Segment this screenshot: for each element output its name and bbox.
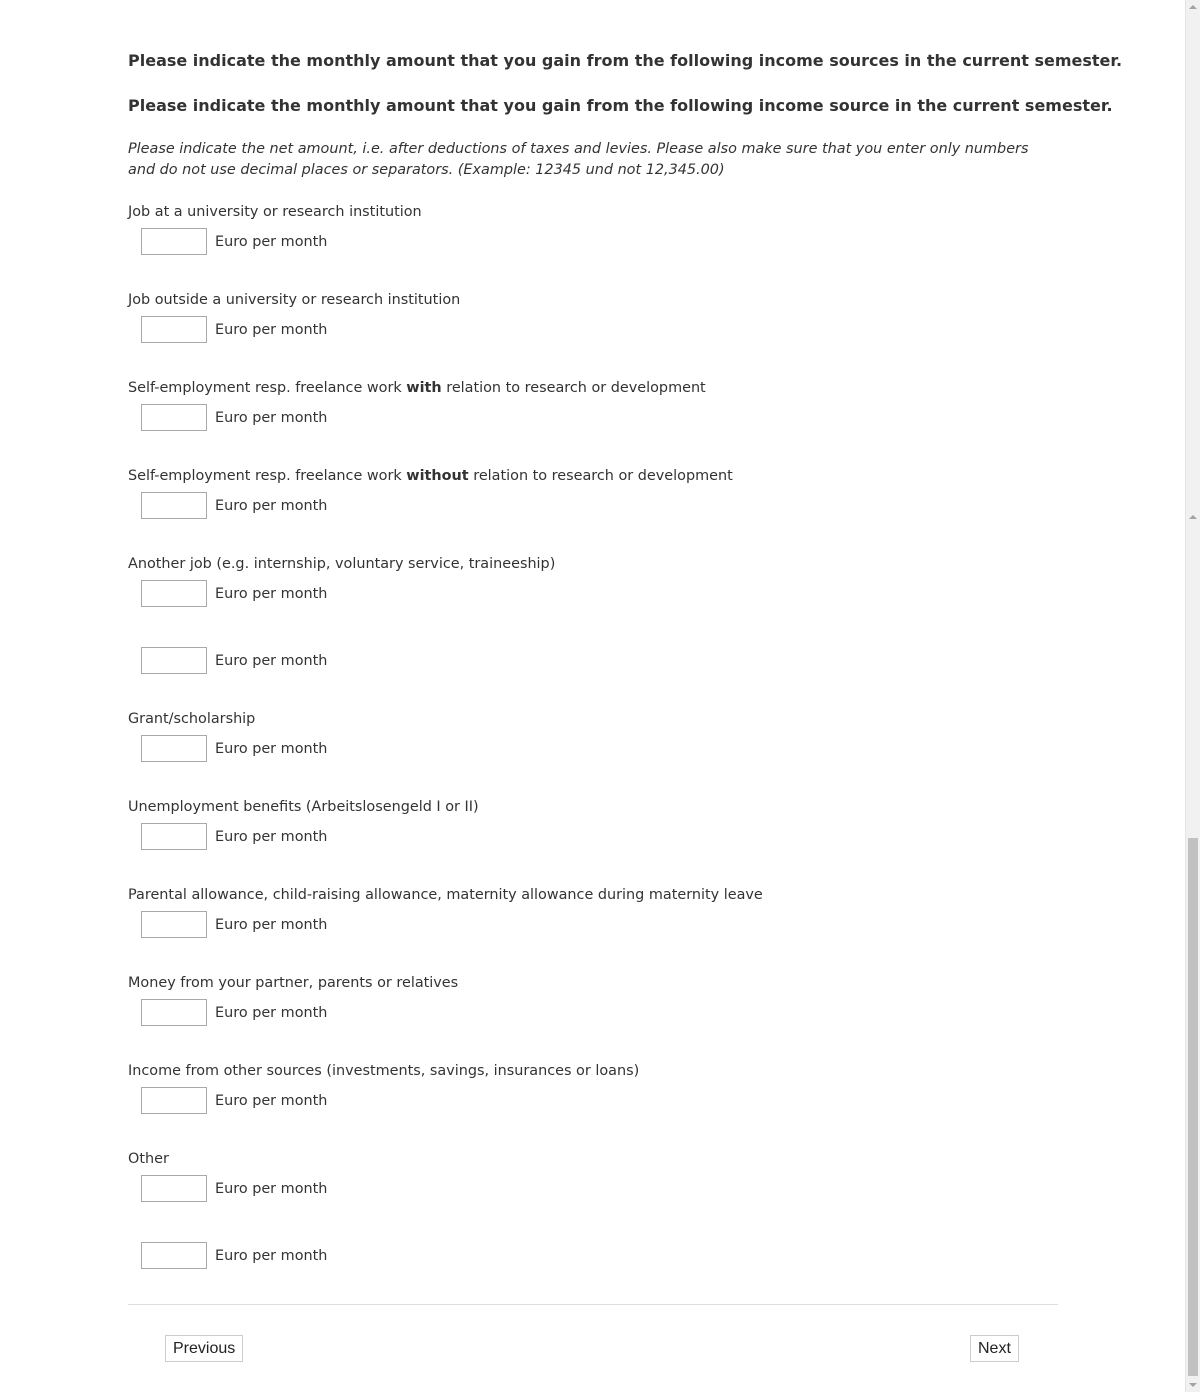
- label-another-job: Another job (e.g. internship, voluntary service, traineeship): [128, 556, 556, 572]
- unit-label: Euro per month: [215, 740, 328, 757]
- amount-input-other-extra[interactable]: [141, 1242, 207, 1269]
- scroll-up-arrow-icon[interactable]: [1189, 5, 1197, 9]
- vertical-scrollbar[interactable]: [1185, 0, 1200, 1392]
- amount-input-job-outside-university[interactable]: [141, 316, 207, 343]
- amount-input-another-job-extra[interactable]: [141, 647, 207, 674]
- row-other-extra: [141, 1242, 327, 1269]
- divider: [128, 1304, 1058, 1305]
- amount-input-income-other-sources[interactable]: [141, 1087, 207, 1114]
- unit-label: Euro per month: [215, 321, 328, 338]
- amount-input-another-job[interactable]: [141, 580, 207, 607]
- label-self-employment-with-research: [128, 380, 706, 396]
- next-button[interactable]: Next: [970, 1335, 1019, 1362]
- amount-input-unemployment-benefits[interactable]: [141, 823, 207, 850]
- row-income-other-sources: [141, 1087, 327, 1114]
- amount-input-parental-allowance[interactable]: [141, 911, 207, 938]
- amount-input-self-employment-with-research[interactable]: [141, 404, 207, 431]
- row-other: [141, 1175, 327, 1202]
- unit-label: Euro per month: [215, 585, 328, 602]
- scroll-down-arrow-icon[interactable]: [1189, 1383, 1197, 1387]
- label-part: Self-employment resp. freelance work: [128, 468, 407, 484]
- question-heading-sources: Please indicate the monthly amount that you gain from the following income sources in the current semester.: [128, 51, 1123, 70]
- unit-label: Euro per month: [215, 652, 328, 669]
- row-unemployment-benefits: [141, 823, 327, 850]
- label-other: Other: [128, 1151, 169, 1167]
- label-emphasis: with: [406, 380, 442, 396]
- row-self-employment-without-research: [141, 492, 327, 519]
- label-self-employment-without-research: [128, 468, 733, 484]
- label-part: Self-employment resp. freelance work: [128, 380, 407, 396]
- label-part: relation to research or development: [468, 468, 733, 484]
- row-job-outside-university: [141, 316, 327, 343]
- unit-label: Euro per month: [215, 233, 328, 250]
- unit-label: Euro per month: [215, 1180, 328, 1197]
- amount-input-grant-scholarship[interactable]: [141, 735, 207, 762]
- scroll-marker-icon: [1189, 515, 1197, 519]
- row-another-job: [141, 580, 327, 607]
- row-job-university: [141, 228, 327, 255]
- row-money-from-partner: [141, 999, 327, 1026]
- instruction-note: Please indicate the net amount, i.e. after deductions of taxes and levies. Please also make sure that you enter only numbers and do not use decimal places or separators. (Example: 12345 und not 12,345.00): [128, 141, 1029, 178]
- label-emphasis: without: [406, 468, 469, 484]
- label-income-other-sources: Income from other sources (investments, savings, insurances or loans): [128, 1063, 640, 1079]
- row-another-job-extra: [141, 647, 327, 674]
- question-heading-source: Please indicate the monthly amount that you gain from the following income source in the current semester.: [128, 96, 1113, 115]
- amount-input-money-from-partner[interactable]: [141, 999, 207, 1026]
- unit-label: Euro per month: [215, 1004, 328, 1021]
- row-grant-scholarship: [141, 735, 327, 762]
- label-job-outside-university: Job outside a university or research institution: [128, 292, 461, 308]
- unit-label: Euro per month: [215, 1247, 328, 1264]
- previous-button[interactable]: Previous: [165, 1335, 243, 1362]
- label-part: relation to research or development: [441, 380, 706, 396]
- label-money-from-partner: Money from your partner, parents or relatives: [128, 975, 459, 991]
- unit-label: Euro per month: [215, 828, 328, 845]
- label-grant-scholarship: Grant/scholarship: [128, 711, 256, 727]
- label-job-university: Job at a university or research institution: [128, 204, 422, 220]
- label-unemployment-benefits: Unemployment benefits (Arbeitslosengeld I or II): [128, 799, 479, 815]
- unit-label: Euro per month: [215, 1092, 328, 1109]
- amount-input-job-university[interactable]: [141, 228, 207, 255]
- label-parental-allowance: Parental allowance, child-raising allowance, maternity allowance during maternity leave: [128, 887, 763, 903]
- row-self-employment-with-research: [141, 404, 327, 431]
- amount-input-other[interactable]: [141, 1175, 207, 1202]
- unit-label: Euro per month: [215, 497, 328, 514]
- row-parental-allowance: [141, 911, 327, 938]
- scrollbar-thumb[interactable]: [1188, 838, 1198, 1376]
- amount-input-self-employment-without-research[interactable]: [141, 492, 207, 519]
- unit-label: Euro per month: [215, 916, 328, 933]
- unit-label: Euro per month: [215, 409, 328, 426]
